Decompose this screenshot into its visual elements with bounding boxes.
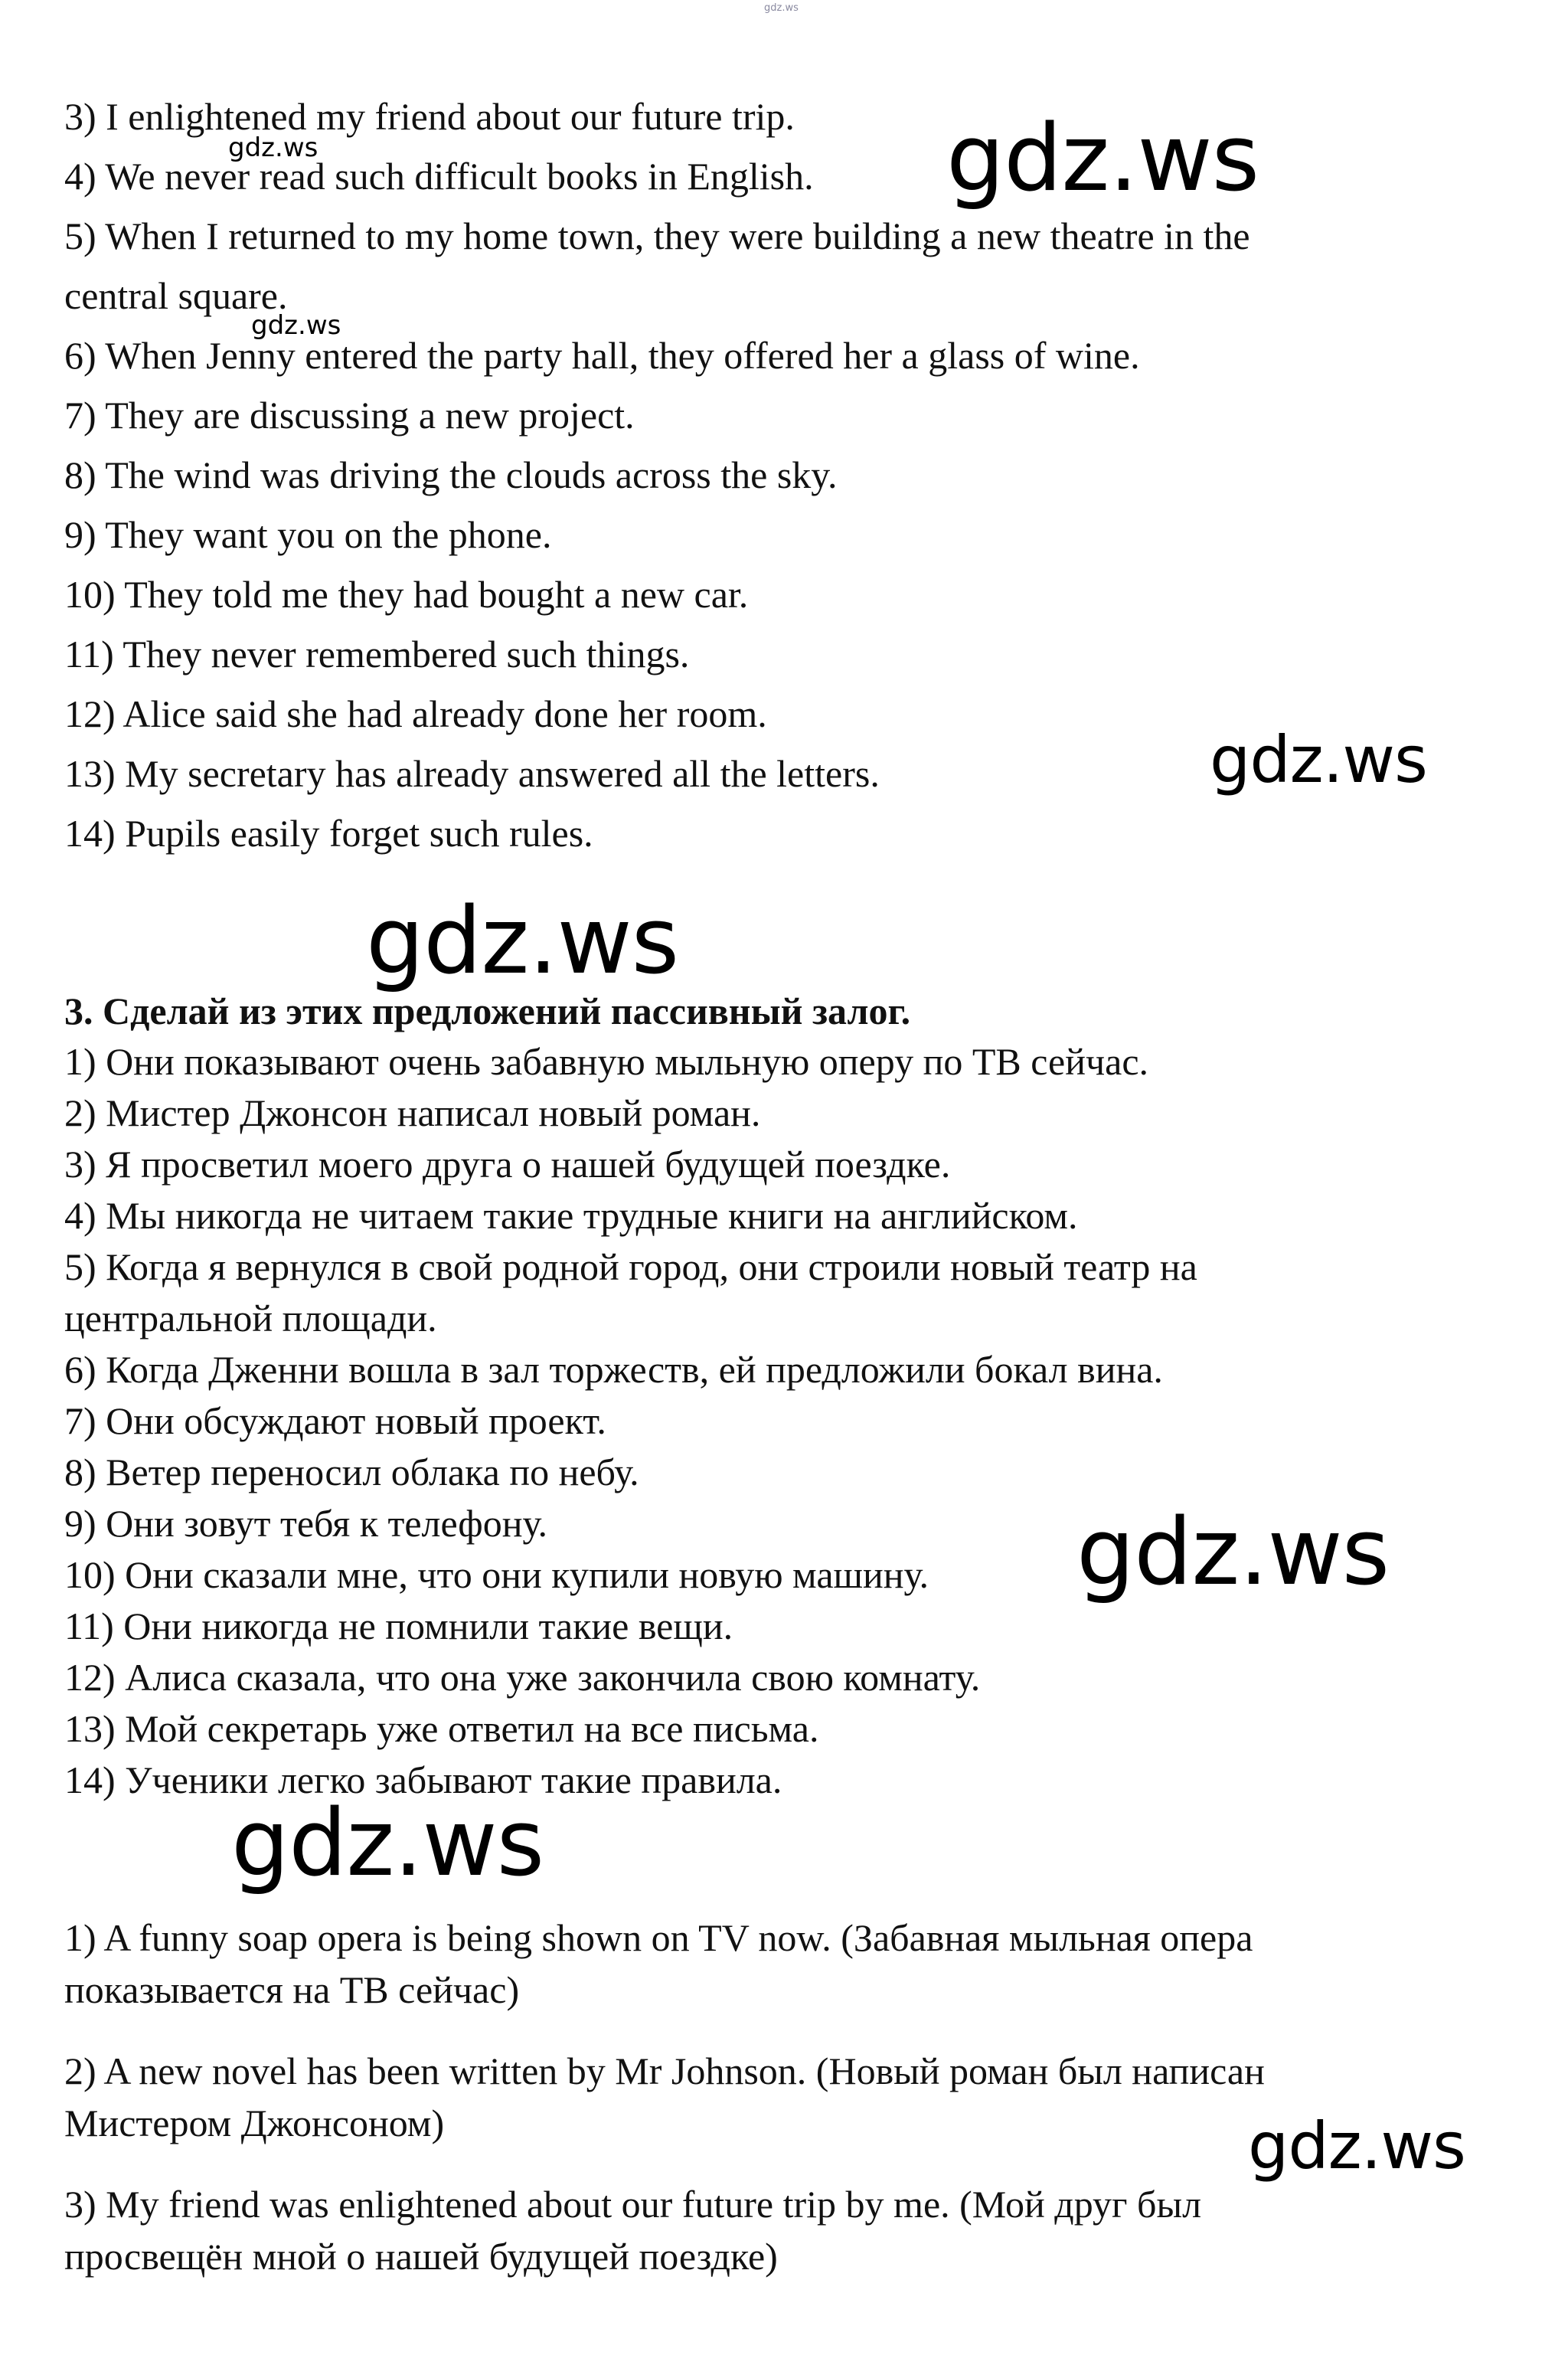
answer-line: Мистером Джонсоном): [64, 2102, 445, 2144]
russian-sentence: 13) Мой секретарь уже ответил на все письма.: [64, 1707, 819, 1750]
russian-sentence: 5) Когда я вернулся в свой родной город, они строили новый театр на: [64, 1245, 1197, 1288]
answer-line: показывается на ТВ сейчас): [64, 1968, 520, 2011]
russian-sentence: 10) Они сказали мне, что они купили новую машину.: [64, 1553, 929, 1596]
russian-sentence: 4) Мы никогда не читаем такие трудные книги на английском.: [64, 1194, 1078, 1237]
answer-line: 1) A funny soap opera is being shown on TV now. (Забавная мыльная опера: [64, 1916, 1253, 1959]
english-sentence: 9) They want you on the phone.: [64, 513, 552, 556]
watermark: gdz.ws: [228, 132, 318, 163]
answer-line: просвещён мной о нашей будущей поездке): [64, 2235, 778, 2278]
watermark: gdz.ws: [946, 106, 1259, 212]
english-sentence: 5) When I returned to my home town, they were building a new theatre in the: [64, 214, 1250, 257]
english-sentence: 4) We never read such difficult books in English.: [64, 155, 814, 198]
english-sentence: 6) When Jenny entered the party hall, they offered her a glass of wine.: [64, 334, 1140, 377]
english-sentence: 10) They told me they had bought a new car.: [64, 573, 749, 616]
watermark: gdz.ws: [251, 310, 341, 341]
answer-line: 2) A new novel has been written by Mr Johnson. (Новый роман был написан: [64, 2049, 1265, 2092]
task-heading: 3. Сделай из этих предложений пассивный залог.: [64, 990, 911, 1032]
watermark: gdz.ws: [1248, 2108, 1465, 2183]
watermark: gdz.ws: [1210, 722, 1427, 797]
watermark: gdz.ws: [366, 888, 679, 995]
english-sentence: 12) Alice said she had already done her room.: [64, 692, 767, 735]
watermark: gdz.ws: [1076, 1500, 1390, 1606]
english-sentence: 13) My secretary has already answered all the letters.: [64, 752, 880, 795]
russian-sentence: 12) Алиса сказала, что она уже закончила свою комнату.: [64, 1656, 981, 1699]
russian-sentence: 11) Они никогда не помнили такие вещи.: [64, 1604, 733, 1647]
watermark-top: gdz.ws: [764, 2, 799, 14]
watermark: gdz.ws: [231, 1791, 544, 1897]
answer-line: 3) My friend was enlightened about our future trip by me. (Мой друг был: [64, 2183, 1202, 2226]
russian-sentence: 6) Когда Дженни вошла в зал торжеств, ей предложили бокал вина.: [64, 1348, 1163, 1391]
english-sentence: 11) They never remembered such things.: [64, 633, 690, 675]
english-sentence: 8) The wind was driving the clouds across the sky.: [64, 453, 838, 496]
russian-sentence: центральной площади.: [64, 1297, 437, 1340]
english-sentence: 3) I enlightened my friend about our future trip.: [64, 95, 795, 138]
russian-sentence: 2) Мистер Джонсон написал новый роман.: [64, 1091, 761, 1134]
russian-sentence: 14) Ученики легко забывают такие правила.: [64, 1758, 782, 1801]
russian-sentence: 3) Я просветил моего друга о нашей будущей поездке.: [64, 1143, 951, 1186]
english-sentence: 14) Pupils easily forget such rules.: [64, 812, 593, 855]
russian-sentence: 8) Ветер переносил облака по небу.: [64, 1451, 639, 1493]
russian-sentence: 7) Они обсуждают новый проект.: [64, 1399, 606, 1442]
english-sentence: 7) They are discussing a new project.: [64, 394, 635, 437]
russian-sentence: 9) Они зовут тебя к телефону.: [64, 1502, 547, 1545]
english-sentence: central square.: [64, 274, 288, 317]
russian-sentence: 1) Они показывают очень забавную мыльную оперу по ТВ сейчас.: [64, 1040, 1149, 1083]
